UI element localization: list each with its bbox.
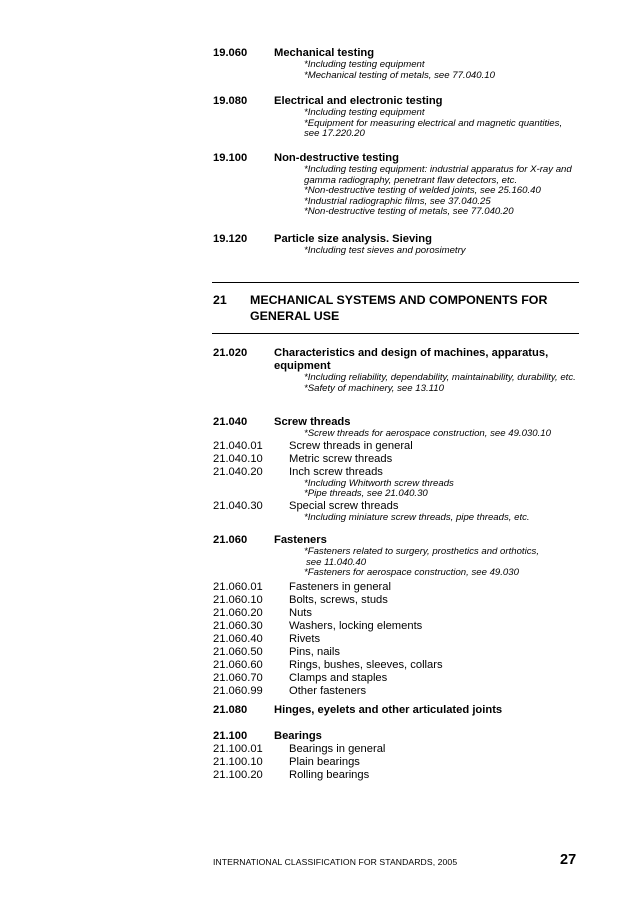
entry-note: *Equipment for measuring electrical and magnetic quantities, see 17.220.20 — [304, 117, 563, 139]
entry-note: *Industrial radiographic films, see 37.040.25 — [304, 195, 491, 207]
subentry-code: 21.040.20 — [213, 465, 263, 478]
entry-21-080 — [213, 704, 583, 717]
entry-note: *Fasteners related to surgery, prosthetics and orthotics, — [304, 546, 539, 557]
subentry-code: 21.040.30 — [213, 499, 263, 512]
subentry-code: 21.100.10 — [213, 756, 263, 768]
entry-note: *Non-destructive testing of welded joints, see 25.160.40 — [304, 185, 541, 196]
subentry-code: 21.040.10 — [213, 452, 263, 465]
section-title: MECHANICAL SYSTEMS AND COMPONENTS FOR GENERAL USE — [250, 293, 548, 323]
entry-note: *Fasteners for aerospace construction, see 49.030 — [304, 567, 519, 578]
entry-note: *Non-destructive testing of metals, see 77.040.20 — [304, 206, 514, 217]
entry-19-120 — [213, 233, 583, 257]
subentry-title: Special screw threads — [289, 499, 399, 512]
subentry-title: Washers, locking elements — [289, 619, 423, 632]
subentry-code: 21.060.01 — [213, 580, 263, 593]
subentry-title: Inch screw threads — [289, 465, 383, 478]
subentry-title: Bolts, screws, studs — [289, 593, 388, 606]
subentry-title: Fasteners in general — [289, 580, 391, 593]
entry-21-060 — [213, 534, 583, 698]
entry-21-040 — [213, 416, 583, 523]
entry-note: *Including test sieves and porosimetry — [304, 245, 466, 256]
entry-title: Particle size analysis. Sieving — [274, 233, 432, 245]
subentry-title: Screw threads in general — [289, 439, 413, 452]
subentry-title: Rivets — [289, 632, 321, 645]
entry-note: *Including reliability, dependability, maintainability, durability, etc. — [304, 372, 576, 383]
entry-19-060 — [213, 47, 583, 81]
entry-21-020 — [213, 347, 583, 394]
subentry-code: 21.060.40 — [213, 632, 263, 645]
entry-code: 19.100 — [213, 152, 248, 164]
subentry-code: 21.060.10 — [213, 593, 263, 606]
subentry-code: 21.060.20 — [213, 606, 263, 619]
entry-title: Bearings — [274, 730, 322, 742]
subentry-note: *Including miniature screw threads, pipe threads, etc. — [304, 511, 530, 523]
subentry-title: Metric screw threads — [289, 452, 393, 465]
entry-note: *Screw threads for aerospace construction, see 49.030.10 — [304, 428, 551, 439]
page-number: 27 — [560, 852, 577, 868]
subentry-code: 21.060.70 — [213, 671, 263, 684]
subentry-title: Pins, nails — [289, 645, 340, 658]
entry-code: 19.060 — [213, 47, 248, 59]
entry-note: *Including testing equipment: industrial apparatus for X-ray and gamma radiography, penetrant flaw detectors, etc. — [304, 164, 572, 186]
subentry-code: 21.060.50 — [213, 645, 263, 658]
entry-title: Screw threads — [274, 416, 351, 428]
subentry-note: *Pipe threads, see 21.040.30 — [304, 488, 428, 499]
entry-title: Hinges, eyelets and other articulated joints — [274, 704, 503, 716]
subentry-code: 21.100.20 — [213, 769, 263, 781]
entry-title: Mechanical testing — [274, 47, 375, 59]
section-rule-top — [212, 282, 579, 283]
subentry-title: Bearings in general — [289, 743, 386, 755]
entry-code: 21.080 — [213, 704, 248, 716]
entry-note: see 11.040.40 — [306, 556, 367, 568]
subentry-code: 21.060.99 — [213, 684, 263, 697]
subentry-note: *Including Whitworth screw threads — [304, 477, 454, 489]
subentry-title: Other fasteners — [289, 684, 367, 697]
entry-note: *Including testing equipment — [304, 59, 425, 70]
subentry-code: 21.100.01 — [213, 743, 263, 755]
entry-code: 19.080 — [213, 95, 248, 107]
entry-code: 21.040 — [213, 416, 248, 428]
entry-19-080 — [213, 95, 583, 140]
entry-title: Characteristics and design of machines, apparatus, equipment — [274, 347, 549, 372]
subentry-title: Rolling bearings — [289, 769, 370, 781]
entry-code: 21.100 — [213, 730, 248, 742]
subentry-code: 21.060.60 — [213, 658, 263, 671]
entry-note: *Including testing equipment — [304, 107, 425, 118]
entry-note: *Mechanical testing of metals, see 77.040.10 — [304, 69, 495, 81]
subentry-title: Clamps and staples — [289, 671, 388, 684]
entry-code: 19.120 — [213, 233, 248, 245]
subentry-title: Rings, bushes, sleeves, collars — [289, 658, 443, 671]
entry-note: *Safety of machinery, see 13.110 — [304, 382, 444, 394]
page-footer: INTERNATIONAL CLASSIFICATION FOR STANDARDS, 2005 — [213, 857, 458, 867]
entry-title: Non-destructive testing — [274, 152, 399, 164]
subentry-title: Plain bearings — [289, 756, 360, 768]
section-rule-bottom — [212, 333, 579, 334]
subentry-title: Nuts — [289, 606, 313, 619]
entry-code: 21.020 — [213, 347, 248, 359]
subentry-code: 21.060.30 — [213, 619, 263, 632]
section-number: 21 — [213, 293, 227, 307]
subentry-code: 21.040.01 — [213, 439, 263, 452]
entry-code: 21.060 — [213, 534, 248, 546]
entry-21-100 — [213, 730, 583, 782]
entry-title: Fasteners — [274, 534, 327, 546]
entry-19-100 — [213, 152, 583, 218]
entry-title: Electrical and electronic testing — [274, 95, 443, 107]
